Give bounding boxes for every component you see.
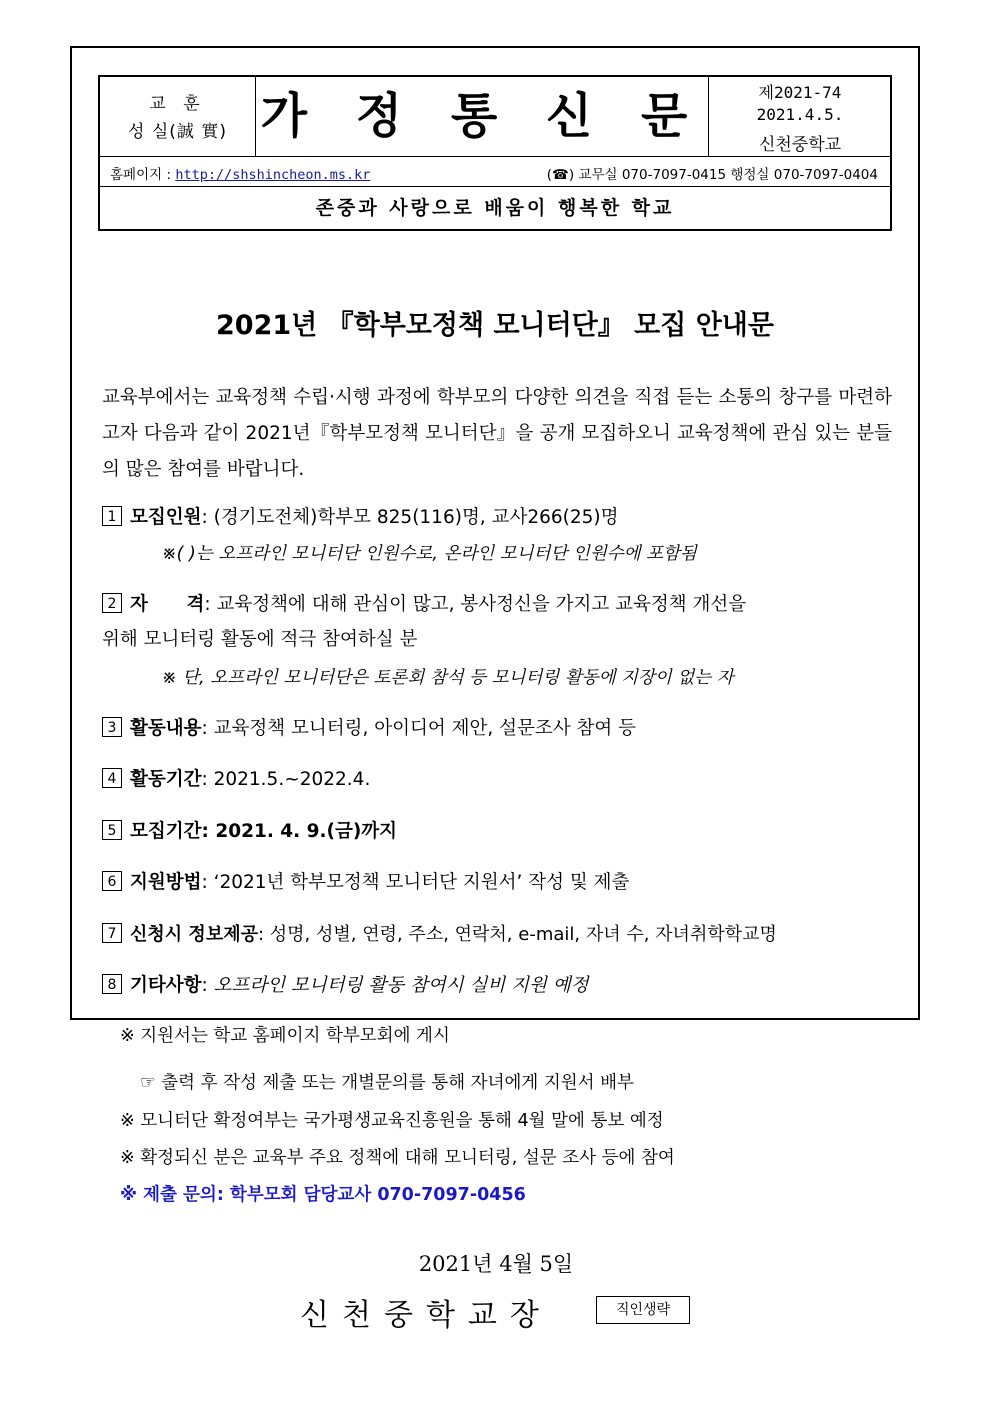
school-slogan: 존중과 사랑으로 배움이 행복한 학교 [315, 197, 675, 219]
issue-date: 2021.4.5. [756, 105, 844, 124]
section-label: 기타사항 [130, 975, 202, 996]
newsletter-title: 가 정 통 신 문 [260, 88, 704, 144]
section-number: 8 [102, 974, 122, 994]
phone-contacts: (☎) 교무실 070-7097-0415 행정실 070-7097-0404 [546, 167, 878, 183]
section-text-continued: 위해 모니터링 활동에 적극 참여하실 분 [102, 629, 418, 650]
section-label: 모집기간 [130, 821, 202, 842]
motto-label: 교 훈 [149, 94, 206, 114]
note-confirmation: ※ 모니터단 확정여부는 국가평생교육진흥원을 통해 4월 말에 통보 예정 [120, 1111, 664, 1131]
note-distribution: ☞ 출력 후 작성 제출 또는 개별문의를 통해 자녀에게 지원서 배부 [140, 1073, 634, 1093]
school-motto [100, 77, 256, 156]
section-number: 4 [102, 768, 122, 788]
principal-signature: 신천중학교장 [300, 1298, 552, 1333]
seal-omitted-box: 직인생략 [596, 1296, 690, 1324]
section-label: 활동기간 [130, 769, 202, 790]
note-participation: ※ 확정되신 분은 교육부 주요 정책에 대해 모니터링, 설문 조사 등에 참여 [120, 1148, 675, 1168]
section-qualification [102, 590, 892, 616]
section-text: : 2021.5.~2022.4. [201, 769, 371, 790]
section-number: 3 [102, 717, 122, 737]
inquiry-contact: ※ 제출 문의: 학부모회 담당교사 070-7097-0456 [120, 1185, 526, 1205]
section-number: 1 [102, 506, 122, 526]
section-label: 활동내용 [130, 718, 202, 739]
section-number: 6 [102, 871, 122, 891]
issue-info [708, 77, 891, 156]
section-label: 자 격 [130, 594, 205, 615]
section-text: : 2021. 4. 9.(금)까지 [201, 821, 398, 842]
section-recruitment-count [102, 503, 618, 529]
document-title: 2021년 『학부모정책 모니터단』 모집 안내문 [216, 310, 774, 341]
note-application-posted: ※ 지원서는 학교 홈페이지 학부모회에 게시 [120, 1026, 450, 1046]
newsletter-header [98, 75, 892, 231]
section-text: : (경기도전체)학부모 825(116)명, 교사266(25)명 [201, 507, 619, 528]
section-label: 신청시 정보제공 [130, 924, 258, 945]
section-text: : 교육정책 모니터링, 아이디어 제안, 설문조사 참여 등 [201, 718, 636, 739]
homepage [110, 163, 370, 183]
issue-date-footer: 2021년 4월 5일 [418, 1252, 574, 1276]
section-info-provided [102, 920, 777, 946]
section-text: : ‘2021년 학부모정책 모니터단 지원서’ 작성 및 제출 [201, 872, 630, 893]
section-label: 지원방법 [130, 872, 202, 893]
section-text-italic: 오프라인 모니터링 활동 참여시 실비 지원 예정 [213, 975, 589, 996]
issue-number: 제2021-74 [758, 83, 842, 102]
section-activities [102, 714, 636, 740]
section-number: 2 [102, 593, 122, 613]
section-other [102, 971, 588, 997]
section-text: : 성명, 성별, 연령, 주소, 연락처, e-mail, 자녀 수, 자녀취학학교명 [257, 924, 777, 945]
header-contact-row [100, 157, 890, 187]
header-top-row [100, 77, 890, 157]
section-label: 모집인원 [130, 507, 202, 528]
section-activity-period [102, 765, 370, 791]
section-number: 5 [102, 820, 122, 840]
section-note: ※( )는 오프라인 모니터단 인원수로, 온라인 모니터단 인원수에 포함됨 [162, 544, 697, 564]
section-application-method [102, 868, 629, 894]
section-text: : [201, 975, 214, 996]
homepage-link[interactable]: http://shshincheon.ms.kr [175, 167, 371, 183]
section-recruitment-period [102, 817, 397, 843]
section-text: : 교육정책에 대해 관심이 많고, 봉사정신을 가지고 교육정책 개선을 [204, 594, 747, 615]
motto-value: 성 실(誠 實) [128, 122, 227, 142]
section-number: 7 [102, 923, 122, 943]
section-note: ※ 단, 오프라인 모니터단은 토론회 참석 등 모니터링 활동에 지장이 없는 자 [162, 668, 734, 688]
homepage-label: 홈페이지 : [110, 167, 172, 183]
school-name: 신천중학교 [758, 135, 842, 155]
intro-paragraph: 교육부에서는 교육정책 수립·시행 과정에 학부모의 다양한 의견을 직접 듣는 소통의 창구를 마련하고자 다음과 같이 2021년『학부모정책 모니터단』을 공개 모집하오니 교육정책에 관심 있는 분들의 많은 참여를 바랍니다. [102, 387, 892, 480]
